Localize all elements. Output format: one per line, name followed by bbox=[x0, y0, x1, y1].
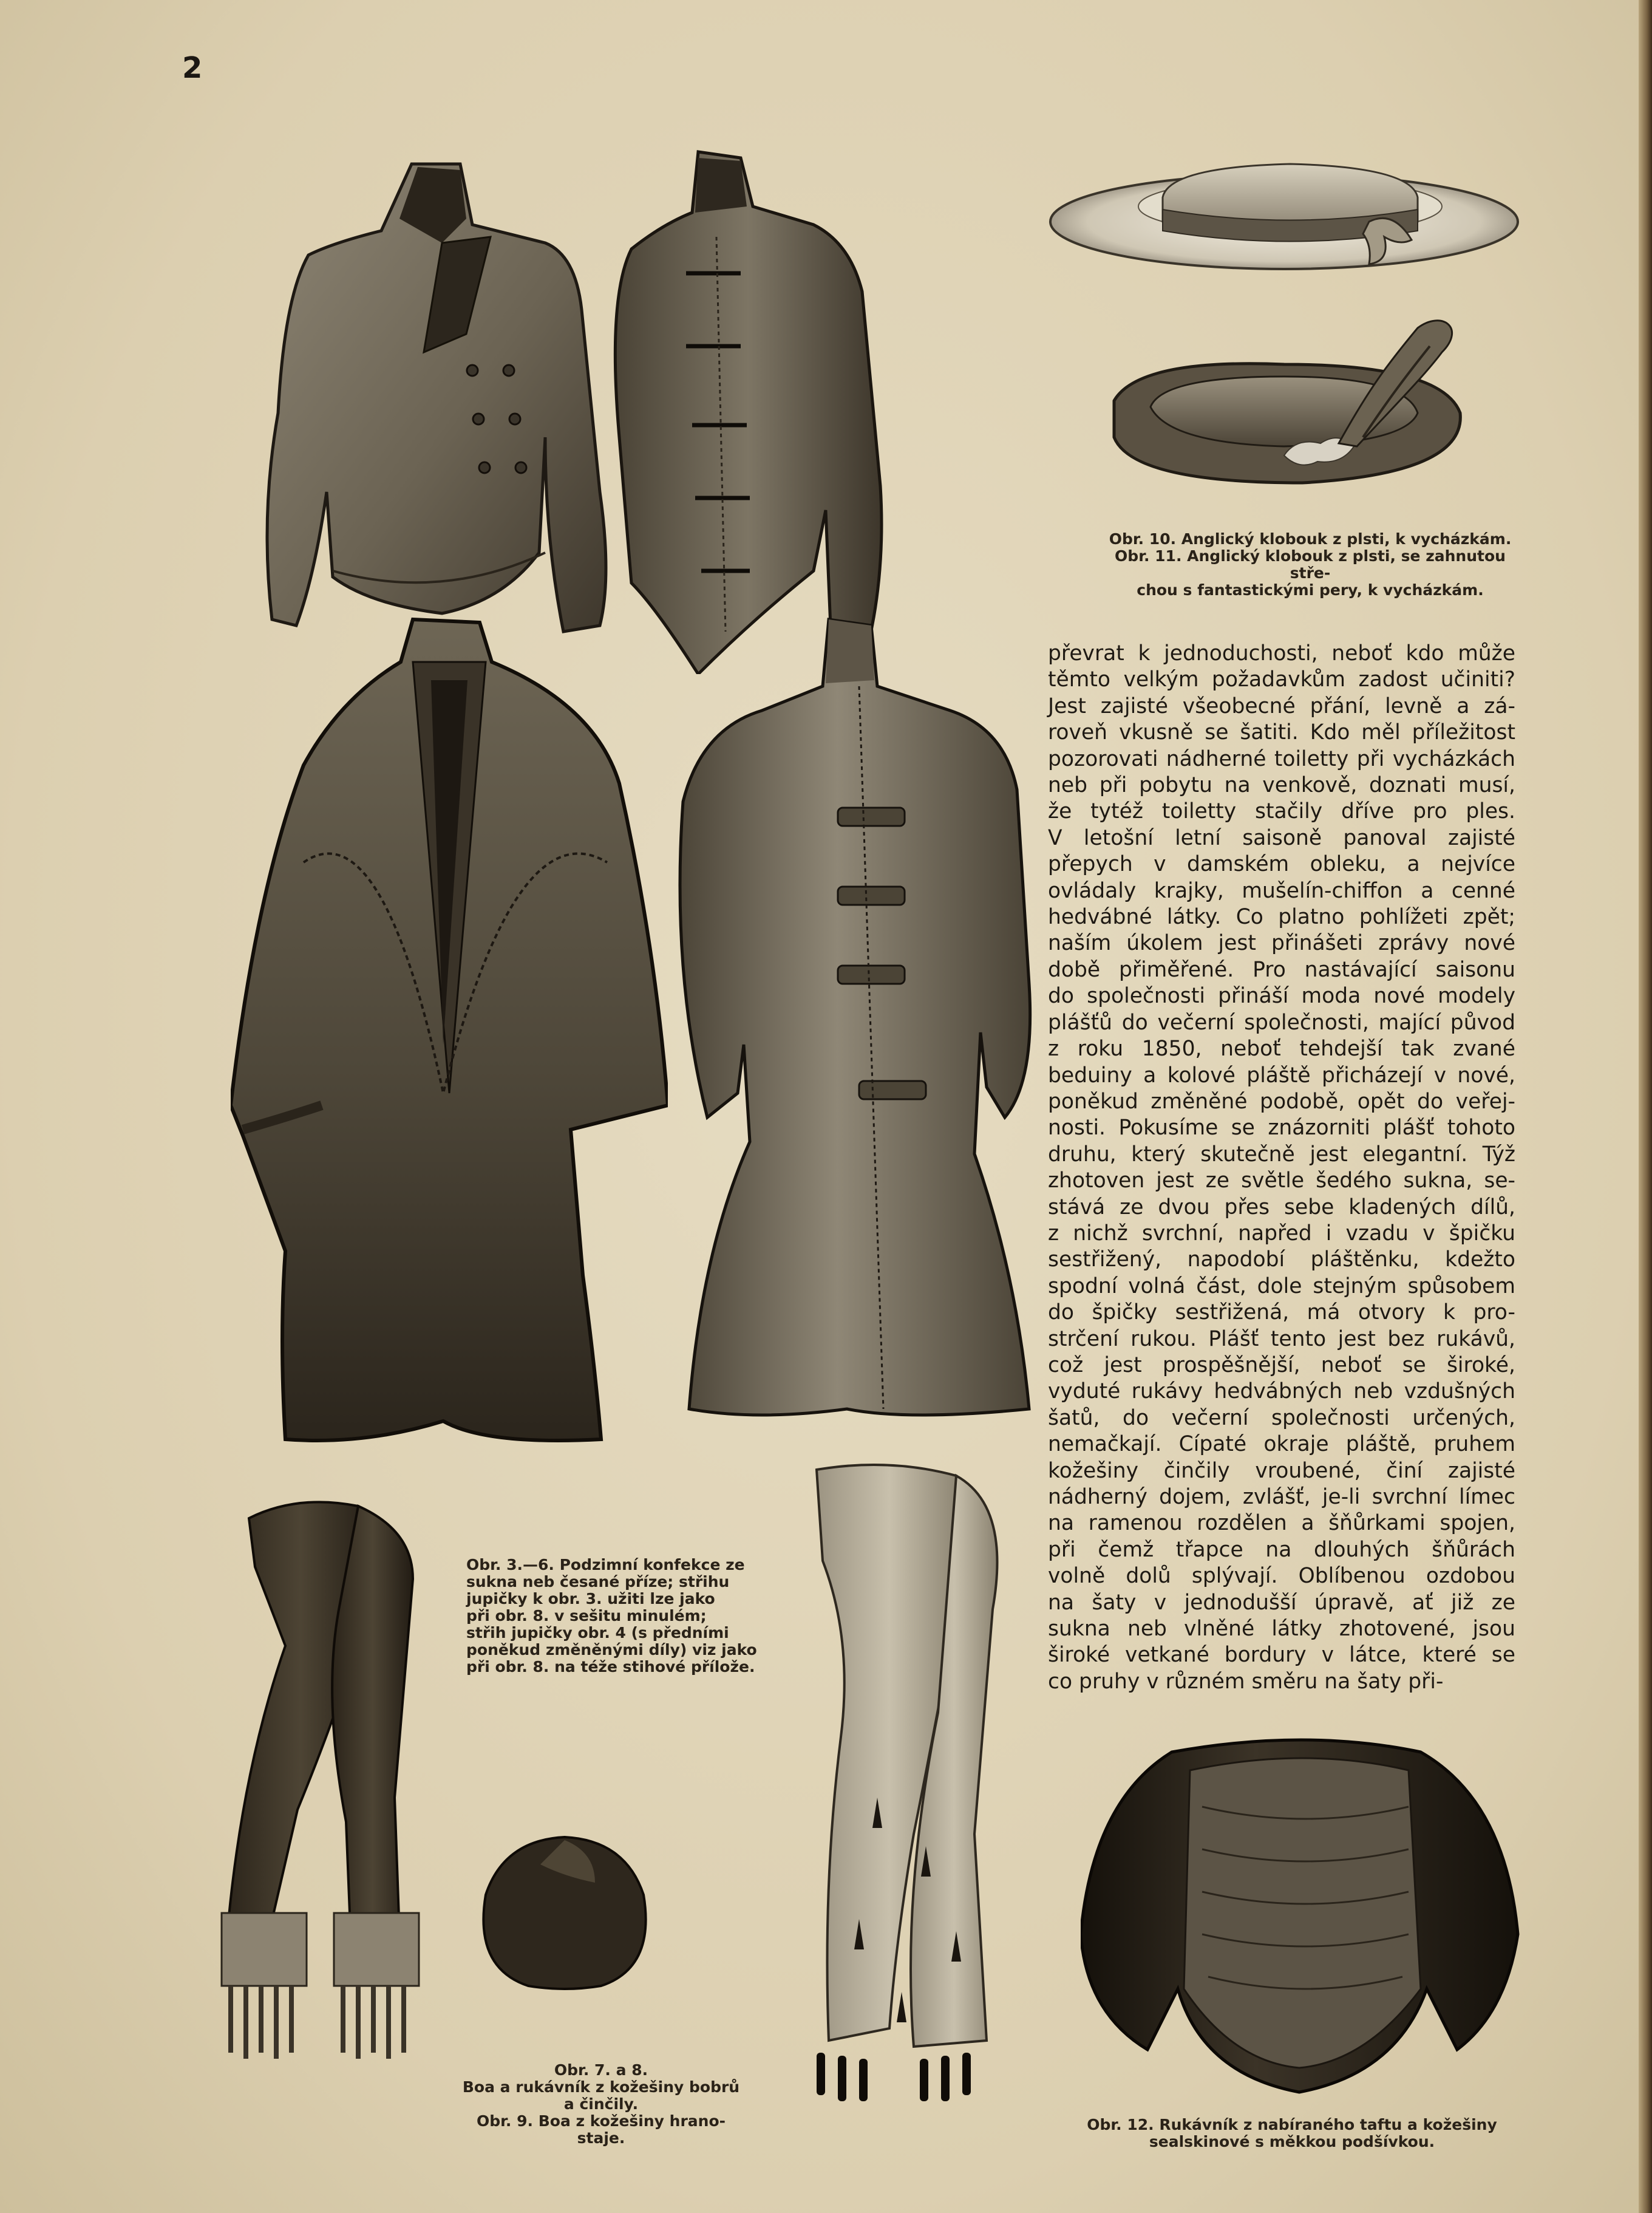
caption-line: staje. bbox=[577, 2129, 625, 2147]
text-line: z roku 1850, neboť tehdejší tak zvané bbox=[1048, 1037, 1515, 1062]
muff-illustration-12 bbox=[1081, 1734, 1524, 2098]
coat-illustration-6 bbox=[665, 607, 1041, 1421]
text-line: co pruhy v různém směru na šaty při- bbox=[1048, 1669, 1444, 1694]
text-line: do společnosti přináší moda nové modely bbox=[1048, 984, 1515, 1009]
jacket-illustration-4 bbox=[595, 146, 899, 674]
text-line: plášťů do večerní společnosti, mající původ bbox=[1048, 1010, 1515, 1035]
hat-illustration-10 bbox=[1041, 155, 1521, 276]
text-line: nádherný dojem, zvlášť, je-li svrchní límec bbox=[1048, 1485, 1515, 1509]
text-line: na šaty v jednodušší úpravě, ať již ze bbox=[1048, 1590, 1515, 1615]
caption-line: jupičky k obr. 3. užiti lze jako bbox=[466, 1590, 715, 1608]
jacket-illustration-3 bbox=[260, 152, 624, 656]
text-line: na ramenou rozdělen a šňůrkami spojen, bbox=[1048, 1511, 1515, 1536]
fur-muff-illustration-8 bbox=[474, 1828, 656, 1992]
caption-line: chou s fantastickými pery, k vycházkám. bbox=[1137, 581, 1484, 599]
text-line: druhu, který skutečně jest elegantní. Týž bbox=[1048, 1142, 1515, 1167]
text-line: do špičky sestřižená, má otvory k pro- bbox=[1048, 1300, 1515, 1325]
text-line: kožešiny činčily vroubené, činí zajisté bbox=[1048, 1458, 1515, 1483]
text-line: široké vetkané bordury v látce, které se bbox=[1048, 1643, 1515, 1668]
text-line: spodní volná část, dole stejným spůsobem bbox=[1048, 1274, 1515, 1298]
caption-line: Obr. 7. a 8. bbox=[554, 2061, 648, 2079]
text-line: době přiměřené. Pro nastávající saisonu bbox=[1048, 957, 1515, 982]
fur-boa-illustration-7 bbox=[212, 1494, 443, 2071]
text-line: těmto velkým požadavkům zadost učiniti? bbox=[1048, 667, 1515, 692]
text-line: vyduté rukávy hedvábných neb vzdušných bbox=[1048, 1379, 1515, 1404]
caption-line: poněkud změněnými díly) viz jako bbox=[466, 1641, 757, 1659]
text-line: poněkud změněné podobě, opět do veřej- bbox=[1048, 1089, 1515, 1114]
caption-muff12 bbox=[1073, 2116, 1511, 2150]
text-line: V letošní letní saisoně panoval zajisté bbox=[1048, 825, 1515, 850]
article-text bbox=[1048, 641, 1515, 1695]
text-line: nosti. Pokusíme se znázorniti plášť tohoto bbox=[1048, 1116, 1515, 1141]
text-line: šatů, do večerní společnosti určených, bbox=[1048, 1405, 1515, 1430]
caption-line: a činčily. bbox=[563, 2095, 639, 2113]
caption-line: sukna neb česané příze; střihu bbox=[466, 1573, 730, 1591]
caption-line: Obr. 3.—6. Podzimní konfekce ze bbox=[466, 1556, 745, 1574]
caption-line: při obr. 8. v sešitu minulém; bbox=[466, 1607, 707, 1625]
text-line: Jest zajisté všeobecné přání, levně a zá- bbox=[1048, 694, 1515, 718]
caption-boa-muff bbox=[461, 2062, 741, 2147]
fur-boa-illustration-9 bbox=[756, 1458, 1023, 2113]
caption-line: Boa a rukávník z kožešiny bobrů bbox=[462, 2078, 740, 2096]
text-line: neb při pobytu na venkově, doznati musí, bbox=[1048, 773, 1515, 798]
caption-line: střih jupičky obr. 4 (s předními bbox=[466, 1624, 729, 1642]
caption-line: Obr. 12. Rukávník z nabíraného taftu a kožešiny bbox=[1087, 2116, 1497, 2133]
caption-line: při obr. 8. na téže stihové přílože. bbox=[466, 1658, 755, 1676]
caption-line: Obr. 9. Boa z kožešiny hrano- bbox=[477, 2112, 726, 2130]
text-line: ovládaly krajky, mušelín-chiffon a cenné bbox=[1048, 878, 1515, 903]
text-line: při čemž třapce na dlouhých šňůrách bbox=[1048, 1537, 1515, 1562]
text-line: převrat k jednoduchosti, neboť kdo může bbox=[1048, 641, 1515, 666]
caption-line: Obr. 11. Anglický klobouk z plsti, se zahnutou stře- bbox=[1115, 547, 1506, 582]
text-line: volně dolů splývají. Oblíbenou ozdobou bbox=[1048, 1564, 1515, 1589]
text-line: sestřižený, napodobí pláštěnku, kdežto bbox=[1048, 1247, 1515, 1272]
text-line: zhotoven jest ze světle šedého sukna, se- bbox=[1048, 1168, 1515, 1193]
text-line: strčení rukou. Plášť tento jest bez rukávů, bbox=[1048, 1326, 1515, 1351]
text-line: což jest prospěšnější, neboť se široké, bbox=[1048, 1352, 1515, 1377]
caption-line: sealskinové s měkkou podšívkou. bbox=[1149, 2133, 1435, 2150]
caption-line: Obr. 10. Anglický klobouk z plsti, k vycházkám. bbox=[1109, 530, 1512, 548]
cape-illustration-5 bbox=[231, 607, 668, 1445]
page-edge-shadow bbox=[1639, 0, 1652, 2213]
text-line: nemačkají. Cípaté okraje pláště, pruhem bbox=[1048, 1432, 1515, 1457]
text-line: roveň vkusně se šatiti. Kdo měl příležitost bbox=[1048, 720, 1515, 745]
text-line: přepych v damském obleku, a nejvíce bbox=[1048, 852, 1515, 877]
caption-jackets bbox=[466, 1557, 758, 1676]
text-line: že tytéž toiletty stačily dříve pro ples. bbox=[1048, 799, 1515, 824]
text-line: hedvábné látky. Co platno pohlížeti zpět; bbox=[1048, 905, 1515, 930]
text-line: sukna neb vlněné látky zhotovené, jsou bbox=[1048, 1617, 1515, 1642]
text-line: z nichž svrchní, napřed i vzadu v špičku bbox=[1048, 1221, 1515, 1246]
caption-hats bbox=[1098, 531, 1523, 599]
text-line: beduiny a kolové pláště přicházejí v nové, bbox=[1048, 1063, 1515, 1088]
page-number: 2 bbox=[182, 51, 203, 85]
text-line: naším úkolem jest přinášeti zprávy nové bbox=[1048, 931, 1515, 956]
text-line: stává ze dvou přes sebe kladených dílů, bbox=[1048, 1195, 1515, 1219]
text-line: pozorovati nádherné toiletty při vycházkách bbox=[1048, 746, 1515, 771]
hat-illustration-11 bbox=[1102, 316, 1472, 504]
